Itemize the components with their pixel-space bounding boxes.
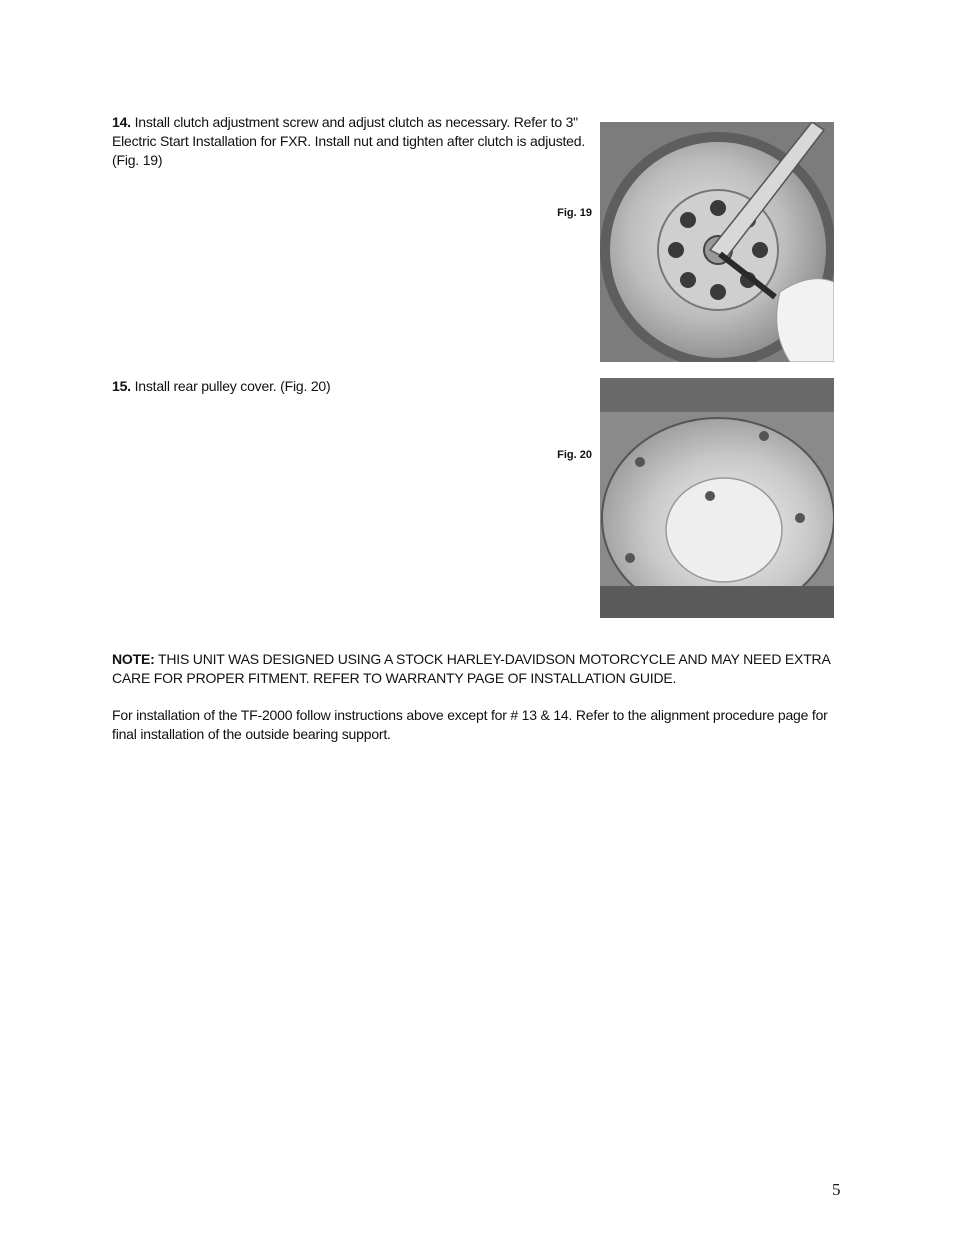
note-paragraph <box>112 650 842 687</box>
tf2000-instructions: For installation of the TF-2000 follow instructions above except for # 13 & 14. Refer to the alignment procedure page for final installation of the outside bearing support. <box>112 707 828 742</box>
page-number: 5 <box>832 1180 841 1199</box>
step-15-text <box>112 377 598 396</box>
figure-label: Fig. 19 <box>557 207 592 219</box>
step-body: Install clutch adjustment screw and adjust clutch as necessary. Refer to 3" Electric Start Installation for FXR. Install nut and tighten after clutch is adjusted. (Fig. 19) <box>112 114 586 168</box>
clutch-adjustment-photo <box>600 122 834 362</box>
step-14-text <box>112 113 598 170</box>
rear-pulley-cover-photo <box>600 378 834 618</box>
step-number: 14. <box>112 114 131 130</box>
figure-label: Fig. 20 <box>557 449 592 461</box>
step-number: 15. <box>112 378 131 394</box>
note-text: THIS UNIT WAS DESIGNED USING A STOCK HARLEY-DAVIDSON MOTORCYCLE AND MAY NEED EXTRA CARE FOR PROPER FITMENT. REFER TO WARRANTY PAGE OF INSTALLATION GUIDE. <box>112 651 830 686</box>
step-body: Install rear pulley cover. (Fig. 20) <box>134 378 331 394</box>
note-label: NOTE: <box>112 651 155 667</box>
